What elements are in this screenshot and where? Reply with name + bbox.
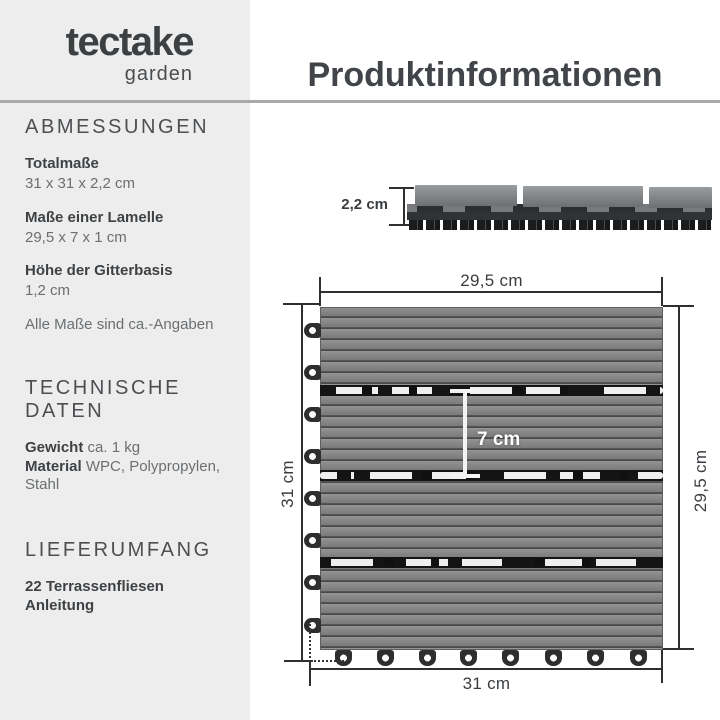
sidebar-content (25, 116, 233, 616)
section-heading-technische-daten: TECHNISCHE DATEN (25, 376, 182, 422)
spec-label: Material (25, 457, 82, 475)
section-heading-lieferumfang: LIEFERUMFANG (25, 539, 212, 562)
dim-tick (319, 277, 321, 306)
dim-line-bottom (310, 668, 663, 670)
spec-value: 1,2 cm (25, 282, 71, 300)
connector-loop (419, 650, 436, 666)
inner-dim-cap-top (450, 389, 480, 393)
inner-dim-line (463, 391, 467, 478)
spec-label: Höhe der Gitterbasis (25, 262, 173, 280)
spec-label: Totalmaße (25, 155, 99, 172)
brand-name: tectake (65, 20, 193, 64)
dim-line-top (320, 291, 663, 293)
grid-base-dotted-line (309, 624, 311, 662)
connector-loop (502, 650, 519, 666)
profile-slat (415, 185, 517, 206)
spec-item-totalmasse (25, 155, 233, 194)
side-bracket-line (403, 188, 405, 226)
page-title: Produktinformationen (307, 55, 663, 94)
dim-tick (283, 303, 321, 305)
profile-slat (523, 186, 643, 207)
dim-tick (661, 277, 663, 306)
dim-label-top: 29,5 cm (460, 271, 523, 290)
delivery-item-manual: Anleitung (25, 596, 95, 614)
profile-base-bar (407, 212, 712, 220)
connector-loop (304, 575, 321, 590)
brand-logo (50, 22, 193, 84)
section-abmessungen (25, 116, 233, 333)
dim-tick (663, 648, 694, 650)
connector-loop (335, 650, 352, 666)
connector-loop (304, 491, 321, 506)
section-lieferumfang (25, 539, 233, 616)
connector-loop (460, 650, 477, 666)
connector-loop (377, 650, 394, 666)
brand-subtitle: garden (124, 63, 193, 85)
connector-loop (545, 650, 562, 666)
connector-loop (304, 365, 321, 380)
header-divider (0, 100, 720, 103)
connector-loop (304, 533, 321, 548)
slat-gap (320, 385, 663, 396)
dim-label-bottom: 31 cm (462, 674, 511, 693)
connector-loop (304, 323, 321, 338)
profile-slat (649, 187, 712, 208)
spec-value: 31 x 31 x 2,2 cm (25, 175, 136, 193)
inner-dim-label: 7 cm (477, 429, 521, 450)
approx-note: Alle Maße sind ca.-Angaben (25, 315, 214, 333)
slat-gap (320, 470, 663, 481)
delivery-item-tiles: 22 Terrassenfliesen (25, 578, 164, 596)
connector-loop (304, 449, 321, 464)
connector-loop (304, 407, 321, 422)
spec-item-lamelle (25, 209, 233, 248)
connector-loop (304, 618, 321, 633)
spec-row-gewicht (25, 439, 233, 458)
profile-grid-teeth (409, 220, 711, 230)
dim-label-right: 29,5 cm (691, 449, 710, 513)
spec-label: Gewicht (25, 438, 84, 456)
inner-dim-cap-bottom (450, 474, 480, 478)
connector-loop (630, 650, 647, 666)
tile-top-view (320, 307, 663, 650)
spec-value: ca. 1 kg (87, 438, 141, 456)
slat-gap (320, 557, 663, 568)
dim-tick (284, 660, 311, 662)
grid-base-dotted-line (311, 660, 344, 662)
dim-label-left: 31 cm (278, 460, 297, 508)
connector-loop (587, 650, 604, 666)
spec-value: 29,5 x 7 x 1 cm (25, 228, 127, 246)
dim-line-right (678, 306, 680, 650)
tile-side-profile (407, 183, 712, 230)
section-heading-abmessungen: ABMESSUNGEN (25, 116, 210, 138)
dim-line-left (301, 304, 303, 662)
spec-label: Maße einer Lamelle (25, 208, 164, 226)
spec-item-gitterbasis (25, 262, 233, 301)
spec-value: WPC, Polypropylen, Stahl (25, 457, 221, 494)
dim-tick (663, 305, 694, 307)
side-height-label: 2,2 cm (341, 196, 388, 213)
spec-row-material (25, 458, 233, 496)
section-technische-daten (25, 377, 233, 495)
